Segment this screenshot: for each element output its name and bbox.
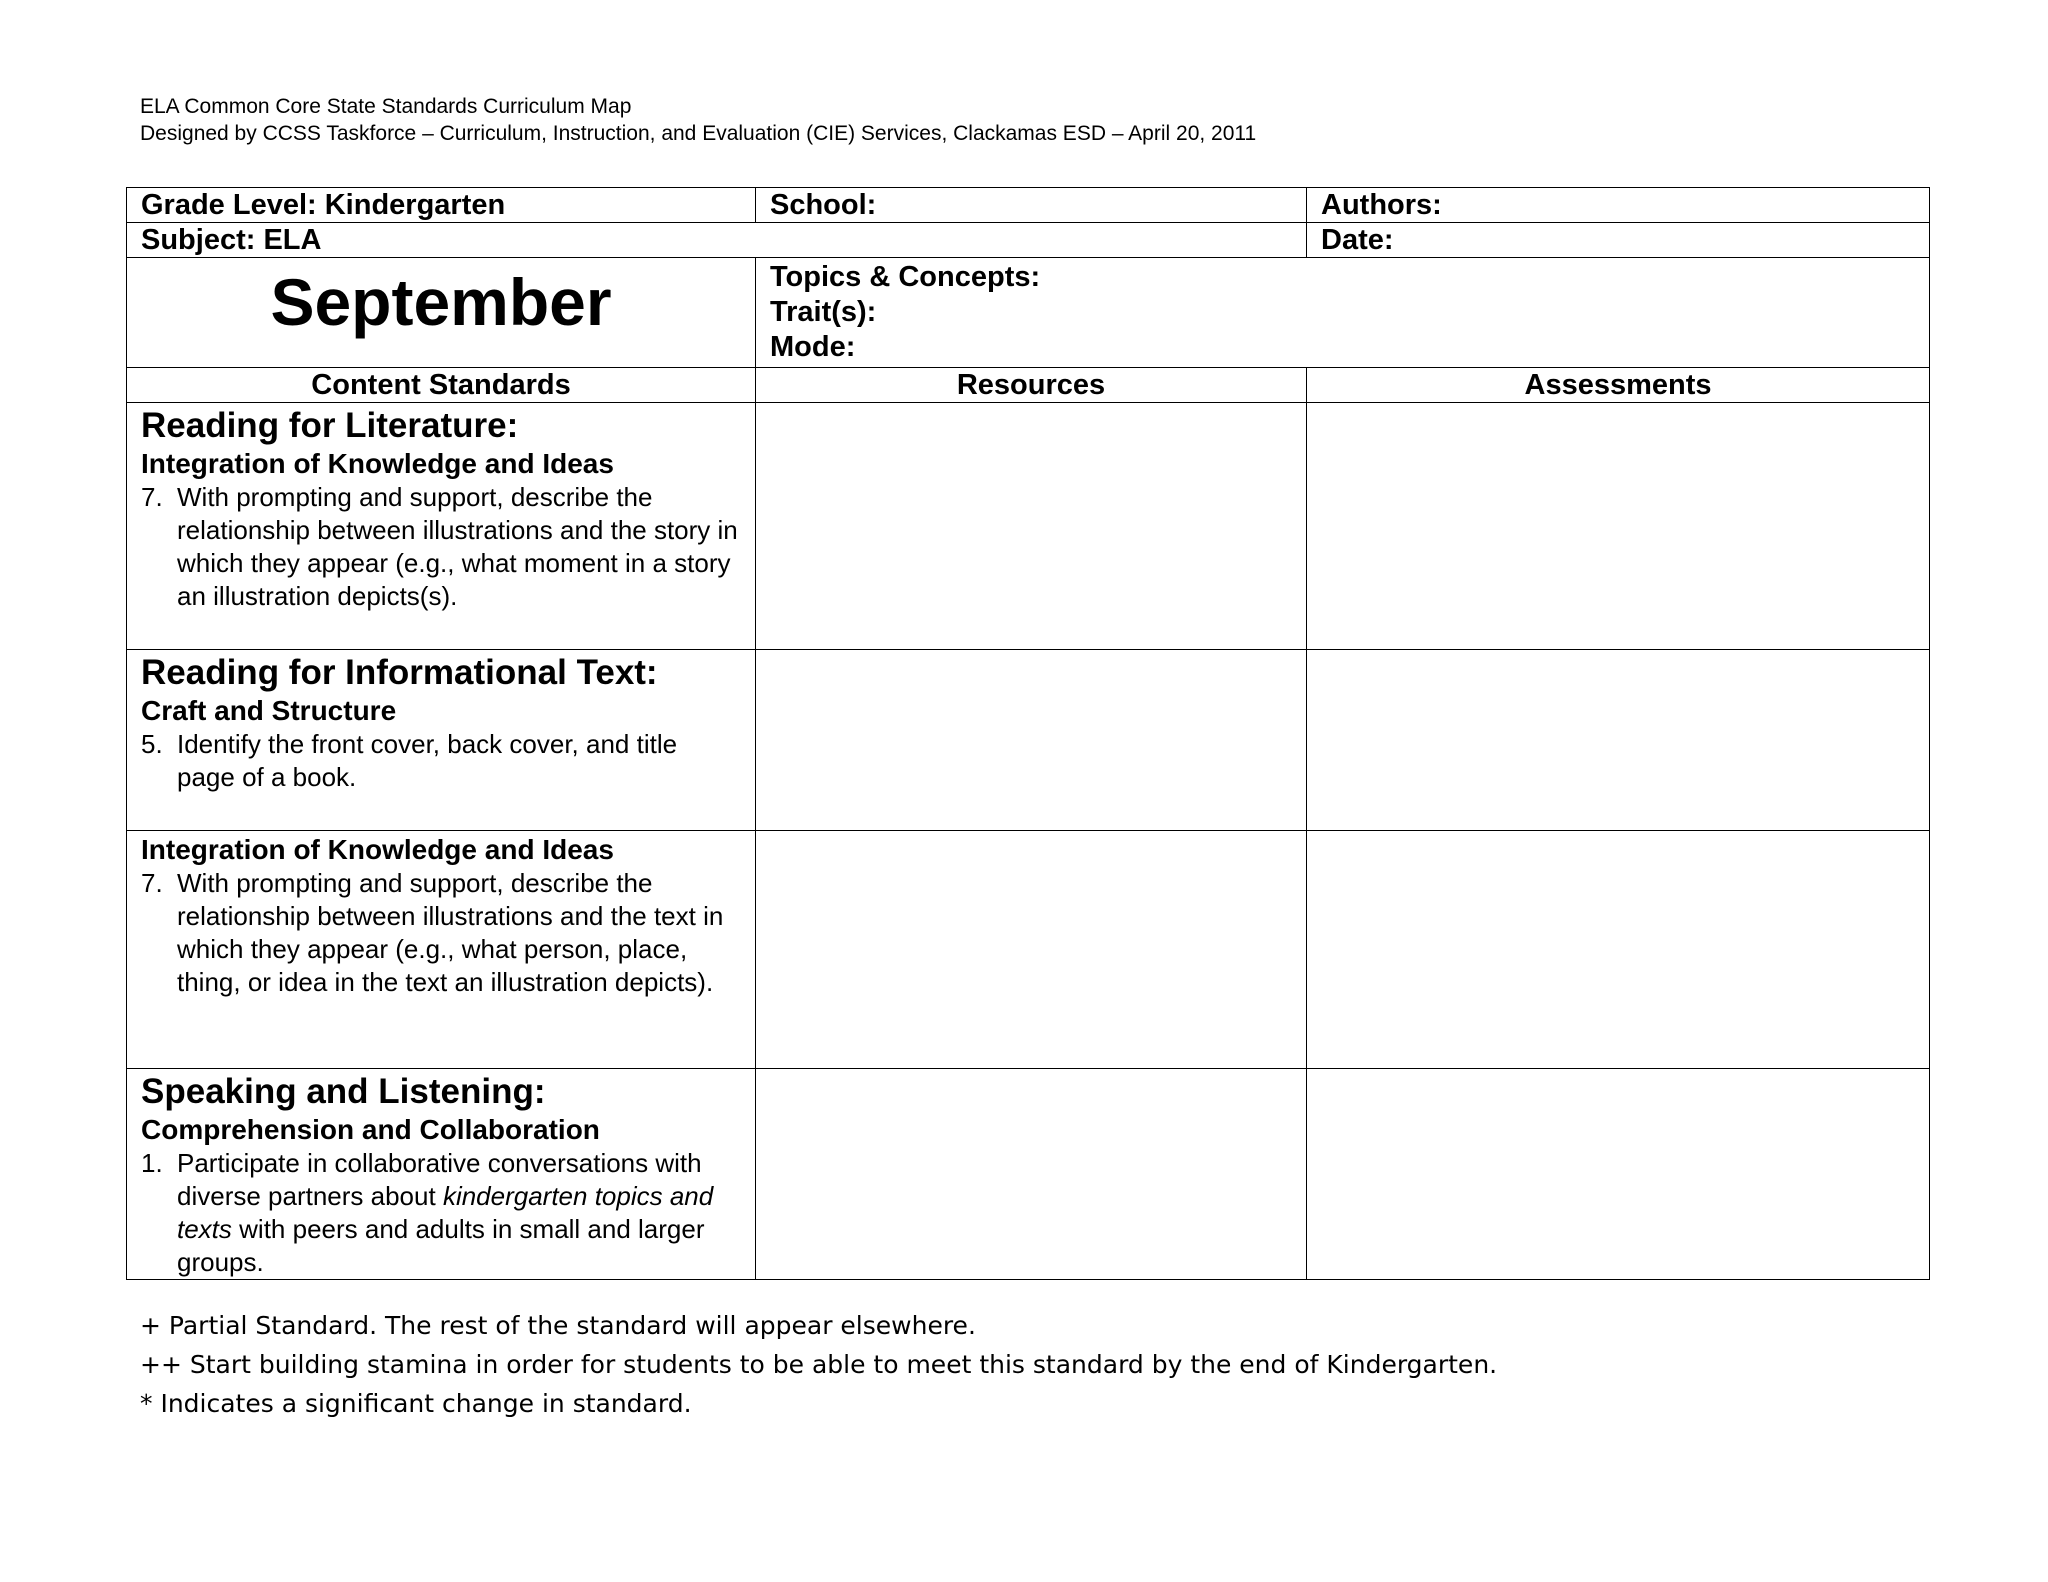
standard-text bbox=[177, 1147, 741, 1279]
topics-concepts-label: Topics & Concepts: bbox=[770, 261, 1041, 293]
standard-item bbox=[141, 1147, 741, 1279]
table-row bbox=[127, 650, 1930, 831]
table-row bbox=[127, 403, 1930, 650]
resources-cell[interactable] bbox=[756, 1069, 1307, 1280]
standard-text: With prompting and support, describe the relationship between illustrations and the story in which they appear (e.g., what moment in a story an illustration depicts(s). bbox=[177, 482, 738, 611]
resources-header: Resources bbox=[756, 368, 1307, 403]
grade-level-cell: Grade Level: Kindergarten bbox=[127, 188, 756, 223]
month-title: September bbox=[127, 258, 756, 368]
assessments-cell[interactable] bbox=[1307, 403, 1930, 650]
strand-heading: Reading for Informational Text: bbox=[141, 653, 658, 692]
assessments-cell[interactable] bbox=[1307, 1069, 1930, 1280]
standard-item bbox=[141, 481, 741, 613]
footnote-significant-change: * Indicates a significant change in standard. bbox=[140, 1389, 692, 1418]
domain-heading: Integration of Knowledge and Ideas bbox=[141, 448, 614, 479]
content-standards-header: Content Standards bbox=[127, 368, 756, 403]
document-credit: Designed by CCSS Taskforce – Curriculum, Instruction, and Evaluation (CIE) Services, Clackamas ESD – April 20, 2011 bbox=[140, 122, 1257, 145]
document-title: ELA Common Core State Standards Curriculum Map bbox=[140, 95, 632, 118]
standard-number: 1. bbox=[141, 1148, 163, 1178]
content-standard-cell bbox=[127, 403, 756, 650]
month-row bbox=[127, 258, 1930, 368]
topics-cell bbox=[756, 258, 1930, 368]
traits-label: Trait(s): bbox=[770, 296, 877, 328]
standard-item bbox=[141, 867, 741, 999]
authors-cell: Authors: bbox=[1307, 188, 1930, 223]
content-standard-cell bbox=[127, 831, 756, 1069]
standard-number: 5. bbox=[141, 729, 163, 759]
standard-text-part: Participate in collaborative conversations with diverse partners about bbox=[177, 1148, 702, 1211]
assessments-cell[interactable] bbox=[1307, 650, 1930, 831]
standard-text-part: with peers and adults in small and larger groups. bbox=[177, 1214, 705, 1277]
meta-row-2 bbox=[127, 223, 1930, 258]
curriculum-map-table bbox=[126, 187, 1930, 1280]
domain-heading: Craft and Structure bbox=[141, 695, 397, 726]
strand-heading: Reading for Literature: bbox=[141, 406, 519, 445]
mode-label: Mode: bbox=[770, 331, 856, 363]
standard-item bbox=[141, 728, 741, 794]
assessments-header: Assessments bbox=[1307, 368, 1930, 403]
standard-number: 7. bbox=[141, 482, 163, 512]
content-standard-cell bbox=[127, 650, 756, 831]
standard-text: Identify the front cover, back cover, and title page of a book. bbox=[177, 729, 678, 792]
standard-number: 7. bbox=[141, 868, 163, 898]
date-cell: Date: bbox=[1307, 223, 1930, 258]
subject-cell: Subject: ELA bbox=[127, 223, 1307, 258]
resources-cell[interactable] bbox=[756, 650, 1307, 831]
school-cell: School: bbox=[756, 188, 1307, 223]
standard-text: With prompting and support, describe the relationship between illustrations and the text in which they appear (e.g., what person, place, thing, or idea in the text an illustration depicts). bbox=[177, 868, 724, 997]
table-row bbox=[127, 831, 1930, 1069]
table-row bbox=[127, 1069, 1930, 1280]
footnote-partial-standard: + Partial Standard. The rest of the standard will appear elsewhere. bbox=[140, 1311, 976, 1340]
meta-row-1 bbox=[127, 188, 1930, 223]
domain-heading: Integration of Knowledge and Ideas bbox=[141, 834, 614, 865]
document-header bbox=[140, 93, 1256, 147]
domain-heading: Comprehension and Collaboration bbox=[141, 1114, 600, 1145]
resources-cell[interactable] bbox=[756, 831, 1307, 1069]
assessments-cell[interactable] bbox=[1307, 831, 1930, 1069]
content-standard-cell bbox=[127, 1069, 756, 1280]
standard-text-emphasis: kindergarten topics and texts bbox=[177, 1181, 714, 1244]
footnote-stamina: ++ Start building stamina in order for students to be able to meet this standard by the end of Kindergarten. bbox=[140, 1350, 1498, 1379]
resources-cell[interactable] bbox=[756, 403, 1307, 650]
column-header-row bbox=[127, 368, 1930, 403]
strand-heading: Speaking and Listening: bbox=[141, 1072, 546, 1111]
footer-notes bbox=[140, 1306, 1497, 1423]
